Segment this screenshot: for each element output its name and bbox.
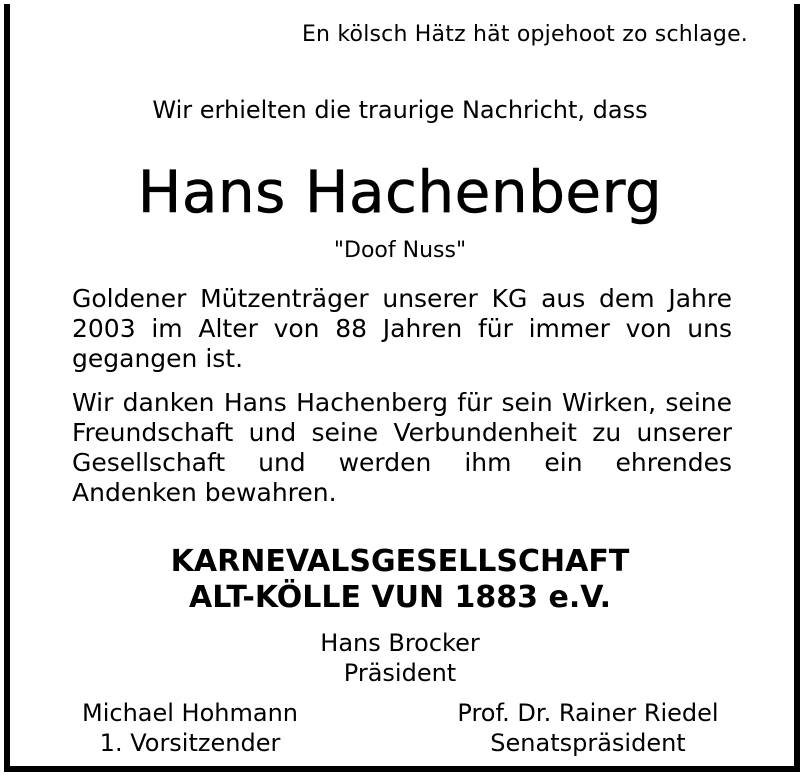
signature-president: [250, 628, 550, 688]
signatory-name: Michael Hohmann: [82, 699, 298, 727]
signatory-title: 1. Vorsitzender: [99, 729, 281, 757]
organization-name: [0, 544, 800, 616]
organization-line-2: ALT-KÖLLE VUN 1883 e.V.: [188, 580, 611, 615]
signature-senate: [438, 698, 738, 758]
signatory-name: Hans Brocker: [320, 629, 480, 657]
paragraph-announcement: Goldener Mützenträger unserer KG aus dem Jahre 2003 im Alter von 88 Jahren für immer von uns gegangen ist.: [72, 284, 732, 373]
deceased-name: Hans Hachenberg: [137, 158, 663, 226]
signatory-title: Präsident: [343, 659, 457, 687]
intro-text: Wir erhielten die traurige Nachricht, dass: [152, 96, 648, 124]
motto-text: En kölsch Hätz hät opjehoot zo schlage.: [301, 22, 748, 47]
signature-chair: [40, 698, 340, 758]
paragraph-thanks: Wir danken Hans Hachenberg für sein Wirken, seine Freundschaft und seine Verbundenheit zu unserer Gesellschaft und werden ihm ein ehrendes Andenken bewahren.: [72, 388, 732, 507]
deceased-nickname: "Doof Nuss": [333, 238, 467, 263]
organization-line-1: KARNEVALSGESELLSCHAFT: [170, 544, 630, 579]
signatory-name: Prof. Dr. Rainer Riedel: [457, 699, 719, 727]
signatory-title: Senatspräsident: [490, 729, 686, 757]
